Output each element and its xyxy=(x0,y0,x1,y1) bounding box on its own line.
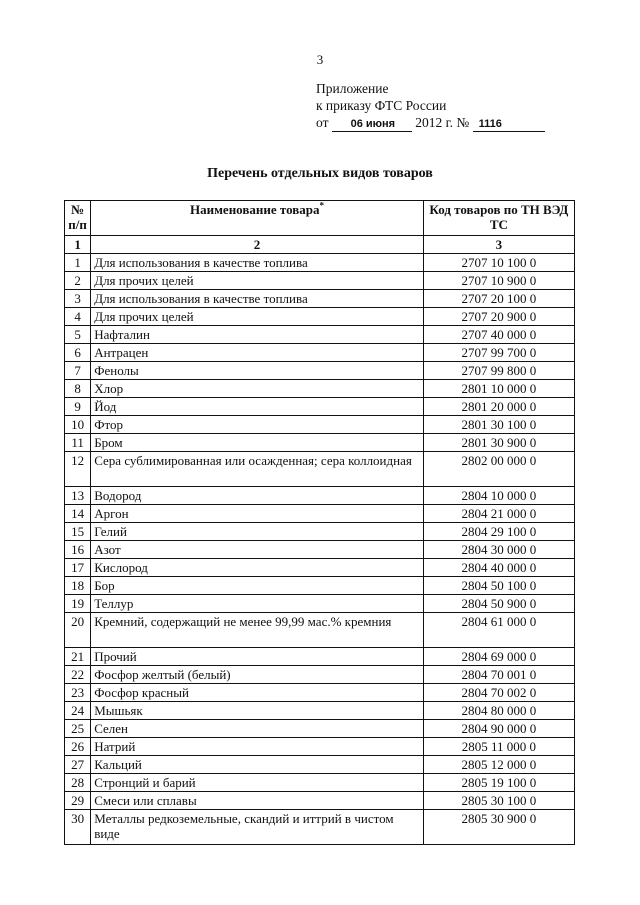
row-name: Хлор xyxy=(91,380,424,398)
table-row xyxy=(65,666,575,684)
row-code: 2805 12 000 0 xyxy=(423,756,574,774)
row-code: 2801 10 000 0 xyxy=(423,380,574,398)
row-name: Кислород xyxy=(91,559,424,577)
row-code: 2804 70 001 0 xyxy=(423,666,574,684)
row-number: 18 xyxy=(65,577,91,595)
row-code: 2804 21 000 0 xyxy=(423,505,574,523)
table-row xyxy=(65,523,575,541)
row-code: 2707 40 000 0 xyxy=(423,326,574,344)
row-code: 2804 50 100 0 xyxy=(423,577,574,595)
date-year: 2012 г. xyxy=(415,115,453,130)
row-name: Сера сублимированная или осажденная; сера коллоидная xyxy=(91,452,424,487)
row-code: 2804 10 000 0 xyxy=(423,487,574,505)
header-no: № п/п xyxy=(65,201,91,236)
row-name: Бор xyxy=(91,577,424,595)
row-name: Селен xyxy=(91,720,424,738)
row-name: Антрацен xyxy=(91,344,424,362)
row-number: 1 xyxy=(65,254,91,272)
row-name: Для прочих целей xyxy=(91,308,424,326)
table-row xyxy=(65,684,575,702)
table-row xyxy=(65,380,575,398)
row-name: Кальций xyxy=(91,756,424,774)
row-name: Смеси или сплавы xyxy=(91,792,424,810)
table-row xyxy=(65,272,575,290)
row-name: Аргон xyxy=(91,505,424,523)
appendix-date-line xyxy=(316,114,545,132)
table-row xyxy=(65,720,575,738)
row-name: Стронций и барий xyxy=(91,774,424,792)
row-code: 2707 10 900 0 xyxy=(423,272,574,290)
row-name: Для использования в качестве топлива xyxy=(91,254,424,272)
row-code: 2805 11 000 0 xyxy=(423,738,574,756)
row-code: 2707 20 100 0 xyxy=(423,290,574,308)
table-row xyxy=(65,595,575,613)
row-name: Для прочих целей xyxy=(91,272,424,290)
index-cell: 1 xyxy=(65,236,91,254)
row-number: 26 xyxy=(65,738,91,756)
row-code: 2804 61 000 0 xyxy=(423,613,574,648)
table-row xyxy=(65,344,575,362)
row-number: 24 xyxy=(65,702,91,720)
number-sign: № xyxy=(456,115,470,130)
date-prefix: от xyxy=(316,115,329,130)
row-name: Кремний, содержащий не менее 99,99 мас.% кремния xyxy=(91,613,424,648)
index-cell: 2 xyxy=(91,236,424,254)
table-row xyxy=(65,792,575,810)
row-number: 4 xyxy=(65,308,91,326)
row-number: 10 xyxy=(65,416,91,434)
table-row xyxy=(65,774,575,792)
row-code: 2804 70 002 0 xyxy=(423,684,574,702)
table-body xyxy=(65,254,575,845)
row-code: 2804 90 000 0 xyxy=(423,720,574,738)
row-number: 15 xyxy=(65,523,91,541)
table-header-row xyxy=(65,201,575,236)
row-number: 5 xyxy=(65,326,91,344)
row-code: 2802 00 000 0 xyxy=(423,452,574,487)
table-row xyxy=(65,702,575,720)
table-row xyxy=(65,810,575,845)
row-number: 20 xyxy=(65,613,91,648)
table-row xyxy=(65,416,575,434)
index-cell: 3 xyxy=(423,236,574,254)
row-number: 6 xyxy=(65,344,91,362)
row-number: 19 xyxy=(65,595,91,613)
row-code: 2805 30 100 0 xyxy=(423,792,574,810)
appendix-label: Приложение xyxy=(316,81,389,96)
row-code: 2804 29 100 0 xyxy=(423,523,574,541)
row-name: Фосфор красный xyxy=(91,684,424,702)
row-number: 23 xyxy=(65,684,91,702)
row-name: Гелий xyxy=(91,523,424,541)
table-row xyxy=(65,487,575,505)
row-code: 2804 80 000 0 xyxy=(423,702,574,720)
row-name: Прочий xyxy=(91,648,424,666)
row-name: Фенолы xyxy=(91,362,424,380)
table-row xyxy=(65,738,575,756)
row-name: Теллур xyxy=(91,595,424,613)
row-name: Металлы редкоземельные, скандий и иттрий в чистом виде xyxy=(91,810,424,845)
row-code: 2801 20 000 0 xyxy=(423,398,574,416)
row-name: Бром xyxy=(91,434,424,452)
row-code: 2801 30 100 0 xyxy=(423,416,574,434)
row-code: 2707 99 700 0 xyxy=(423,344,574,362)
handwritten-date: 06 июня xyxy=(332,118,412,132)
row-code: 2804 40 000 0 xyxy=(423,559,574,577)
document-title: Перечень отдельных видов товаров xyxy=(207,166,433,181)
table-row xyxy=(65,254,575,272)
appendix-order-ref: к приказу ФТС России xyxy=(316,98,447,113)
row-number: 3 xyxy=(65,290,91,308)
row-code: 2805 30 900 0 xyxy=(423,810,574,845)
row-code: 2804 69 000 0 xyxy=(423,648,574,666)
row-code: 2707 99 800 0 xyxy=(423,362,574,380)
row-name: Водород xyxy=(91,487,424,505)
row-number: 25 xyxy=(65,720,91,738)
table-index-row xyxy=(65,236,575,254)
row-code: 2804 50 900 0 xyxy=(423,595,574,613)
row-number: 11 xyxy=(65,434,91,452)
table-row xyxy=(65,648,575,666)
row-code: 2804 30 000 0 xyxy=(423,541,574,559)
row-name: Натрий xyxy=(91,738,424,756)
row-number: 14 xyxy=(65,505,91,523)
row-code: 2801 30 900 0 xyxy=(423,434,574,452)
row-number: 9 xyxy=(65,398,91,416)
table-row xyxy=(65,541,575,559)
row-number: 12 xyxy=(65,452,91,487)
page-number: 3 xyxy=(316,52,324,67)
row-name: Азот xyxy=(91,541,424,559)
row-number: 7 xyxy=(65,362,91,380)
row-number: 27 xyxy=(65,756,91,774)
row-number: 29 xyxy=(65,792,91,810)
table-row xyxy=(65,613,575,648)
table-row xyxy=(65,559,575,577)
table-row xyxy=(65,452,575,487)
table-row xyxy=(65,577,575,595)
row-number: 21 xyxy=(65,648,91,666)
header-name xyxy=(91,201,424,236)
goods-table xyxy=(64,200,575,845)
row-name: Для использования в качестве топлива xyxy=(91,290,424,308)
row-number: 22 xyxy=(65,666,91,684)
row-number: 8 xyxy=(65,380,91,398)
row-name: Мышьяк xyxy=(91,702,424,720)
table-row xyxy=(65,308,575,326)
appendix-block xyxy=(316,80,545,132)
row-number: 2 xyxy=(65,272,91,290)
row-number: 30 xyxy=(65,810,91,845)
row-number: 13 xyxy=(65,487,91,505)
table-row xyxy=(65,398,575,416)
row-code: 2805 19 100 0 xyxy=(423,774,574,792)
header-code: Код товаров по ТН ВЭД ТС xyxy=(423,201,574,236)
row-name: Фтор xyxy=(91,416,424,434)
table-row xyxy=(65,434,575,452)
row-number: 28 xyxy=(65,774,91,792)
row-name: Нафталин xyxy=(91,326,424,344)
table-row xyxy=(65,756,575,774)
table-row xyxy=(65,326,575,344)
row-number: 16 xyxy=(65,541,91,559)
header-name-text: Наименование товара xyxy=(189,202,320,217)
row-name: Йод xyxy=(91,398,424,416)
table-row xyxy=(65,505,575,523)
handwritten-number: 1116 xyxy=(473,118,545,132)
row-code: 2707 20 900 0 xyxy=(423,308,574,326)
header-name-footnote-mark: * xyxy=(319,200,325,211)
row-name: Фосфор желтый (белый) xyxy=(91,666,424,684)
table-row xyxy=(65,290,575,308)
row-number: 17 xyxy=(65,559,91,577)
row-code: 2707 10 100 0 xyxy=(423,254,574,272)
table-row xyxy=(65,362,575,380)
